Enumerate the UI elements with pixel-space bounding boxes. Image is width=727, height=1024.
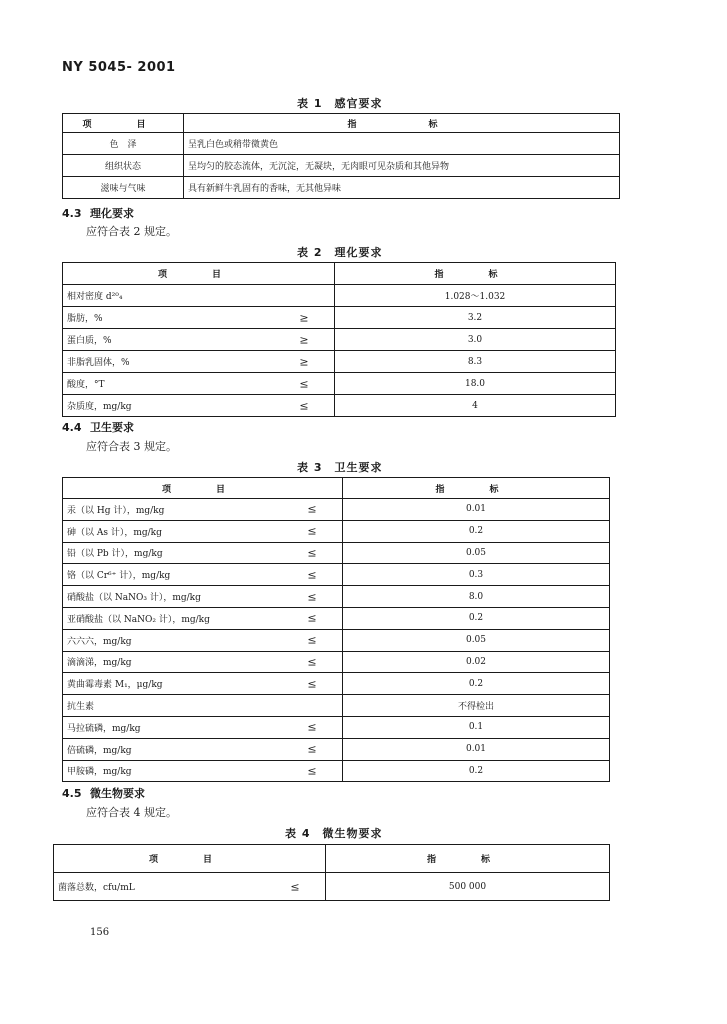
table-cell-value: 0.2 xyxy=(343,673,610,695)
table-row xyxy=(63,607,610,629)
table-cell-item: 抗生素 xyxy=(63,695,343,717)
table-cell-value: 500 000 xyxy=(326,873,610,901)
table-cell-item: 砷（以 As 计），mg/kg ≤ xyxy=(63,520,343,542)
section-4-5-text: 应符合表 4 规定。 xyxy=(86,806,177,819)
comparison-symbol: ≤ xyxy=(307,764,317,778)
table-row xyxy=(63,307,616,329)
table-cell-value: 呈乳白色或稍带微黄色 xyxy=(184,133,620,155)
table-cell-value: 4 xyxy=(335,395,616,417)
table-header-row xyxy=(63,114,620,133)
table-row xyxy=(63,133,620,155)
page-number: 156 xyxy=(90,927,110,938)
table-cell-item: 非脂乳固体，% ≥ xyxy=(63,351,335,373)
comparison-symbol: ≥ xyxy=(299,311,309,324)
table-cell-item: 硝酸盐（以 NaNO₃ 计），mg/kg ≤ xyxy=(63,586,343,608)
table-cell-value: 0.2 xyxy=(343,760,610,782)
table-cell-value: 0.2 xyxy=(343,520,610,542)
table3-caption: 表 3 卫生要求 xyxy=(297,461,383,474)
table-header-cell: 项 目 xyxy=(63,114,184,133)
section-4-4-text: 应符合表 3 规定。 xyxy=(86,440,177,453)
table4-caption: 表 4 微生物要求 xyxy=(285,827,383,840)
table-cell-item: 相对密度 d²⁰₄ xyxy=(63,285,335,307)
table-cell-item: 杂质度，mg/kg ≤ xyxy=(63,395,335,417)
table-row xyxy=(63,629,610,651)
table-cell-item: 铅（以 Pb 计），mg/kg ≤ xyxy=(63,542,343,564)
table-row xyxy=(63,177,620,199)
table-cell-item: 马拉硫磷，mg/kg ≤ xyxy=(63,716,343,738)
comparison-symbol: ≥ xyxy=(299,355,309,368)
table-cell-value: 不得检出 xyxy=(343,695,610,717)
table-cell-item: 甲胺磷，mg/kg ≤ xyxy=(63,760,343,782)
section-4-4-heading: 4.4 卫生要求 xyxy=(62,421,134,434)
table1-caption: 表 1 感官要求 xyxy=(297,97,383,110)
comparison-symbol: ≤ xyxy=(307,524,317,538)
table-header-row xyxy=(63,263,616,285)
standard-number: NY 5045- 2001 xyxy=(62,60,176,75)
table-row xyxy=(63,285,616,307)
table-cell-value: 1.028～1.032 xyxy=(335,285,616,307)
table-cell-value: 8.3 xyxy=(335,351,616,373)
table-header-row xyxy=(54,845,610,873)
table-cell-value: 0.05 xyxy=(343,542,610,564)
table-row xyxy=(63,716,610,738)
table-cell-value: 8.0 xyxy=(343,586,610,608)
comparison-symbol: ≤ xyxy=(299,399,309,412)
comparison-symbol: ≤ xyxy=(290,880,300,893)
table-cell-value: 0.01 xyxy=(343,499,610,521)
table-row xyxy=(63,673,610,695)
table-cell-item: 菌落总数，cfu/mL ≤ xyxy=(54,873,326,901)
table-cell-value: 3.2 xyxy=(335,307,616,329)
table-row xyxy=(63,329,616,351)
table-cell-value: 0.01 xyxy=(343,738,610,760)
table-header-cell: 指 标 xyxy=(326,845,610,873)
comparison-symbol: ≤ xyxy=(307,720,317,734)
table-cell-value: 0.3 xyxy=(343,564,610,586)
table-cell-item: 色 泽 xyxy=(63,133,184,155)
table-cell-item: 黄曲霉毒素 M₁，μg/kg ≤ xyxy=(63,673,343,695)
table-header-cell: 项 目 xyxy=(63,478,343,499)
comparison-symbol: ≤ xyxy=(299,377,309,390)
comparison-symbol: ≤ xyxy=(307,742,317,756)
comparison-symbol: ≤ xyxy=(307,590,317,604)
table-cell-item: 酸度，°T ≤ xyxy=(63,373,335,395)
table-cell-value: 呈均匀的胶态流体，无沉淀，无凝块，无肉眼可见杂质和其他异物 xyxy=(184,155,620,177)
table-cell-value: 0.05 xyxy=(343,629,610,651)
table-cell-item: 倍硫磷，mg/kg ≤ xyxy=(63,738,343,760)
table-row xyxy=(63,351,616,373)
table-header-cell: 项 目 xyxy=(54,845,326,873)
comparison-symbol: ≥ xyxy=(299,333,309,346)
section-4-3-text: 应符合表 2 规定。 xyxy=(86,225,177,238)
table-row xyxy=(63,695,610,717)
comparison-symbol: ≤ xyxy=(307,502,317,516)
table-row xyxy=(54,873,610,901)
table-cell-value: 3.0 xyxy=(335,329,616,351)
table-cell-item: 六六六，mg/kg ≤ xyxy=(63,629,343,651)
section-4-3-heading: 4.3 理化要求 xyxy=(62,207,134,220)
table2-caption: 表 2 理化要求 xyxy=(297,246,383,259)
table-row xyxy=(63,738,610,760)
table-cell-value: 0.2 xyxy=(343,607,610,629)
table-cell-value: 18.0 xyxy=(335,373,616,395)
table-header-row xyxy=(63,478,610,499)
table-cell-item: 滴滴涕，mg/kg ≤ xyxy=(63,651,343,673)
table-cell-item: 脂肪，% ≥ xyxy=(63,307,335,329)
table3 xyxy=(62,477,610,782)
section-4-5-heading: 4.5 微生物要求 xyxy=(62,787,145,800)
table-row xyxy=(63,542,610,564)
table-cell-item: 滋味与气味 xyxy=(63,177,184,199)
table-cell-item: 蛋白质，% ≥ xyxy=(63,329,335,351)
table-row xyxy=(63,760,610,782)
table-header-cell: 指 标 xyxy=(343,478,610,499)
table-row xyxy=(63,586,610,608)
table-cell-value: 0.02 xyxy=(343,651,610,673)
table-header-cell: 指 标 xyxy=(184,114,620,133)
table-cell-item: 汞（以 Hg 计），mg/kg ≤ xyxy=(63,499,343,521)
table2 xyxy=(62,262,616,417)
comparison-symbol: ≤ xyxy=(307,611,317,625)
table-row xyxy=(63,651,610,673)
table-row xyxy=(63,520,610,542)
table-cell-item: 组织状态 xyxy=(63,155,184,177)
table-row xyxy=(63,564,610,586)
table-header-cell: 项 目 xyxy=(63,263,335,285)
table-row xyxy=(63,395,616,417)
comparison-symbol: ≤ xyxy=(307,568,317,582)
table1 xyxy=(62,113,620,199)
table-header-cell: 指 标 xyxy=(335,263,616,285)
table-cell-item: 铬（以 Cr⁶⁺ 计），mg/kg ≤ xyxy=(63,564,343,586)
comparison-symbol: ≤ xyxy=(307,546,317,560)
table4 xyxy=(53,844,610,901)
table-cell-value: 0.1 xyxy=(343,716,610,738)
table-row xyxy=(63,373,616,395)
table-cell-value: 具有新鲜牛乳固有的香味，无其他异味 xyxy=(184,177,620,199)
table-cell-item: 亚硝酸盐（以 NaNO₂ 计），mg/kg ≤ xyxy=(63,607,343,629)
table-row xyxy=(63,155,620,177)
table-row xyxy=(63,499,610,521)
comparison-symbol: ≤ xyxy=(307,677,317,691)
comparison-symbol: ≤ xyxy=(307,633,317,647)
comparison-symbol: ≤ xyxy=(307,655,317,669)
